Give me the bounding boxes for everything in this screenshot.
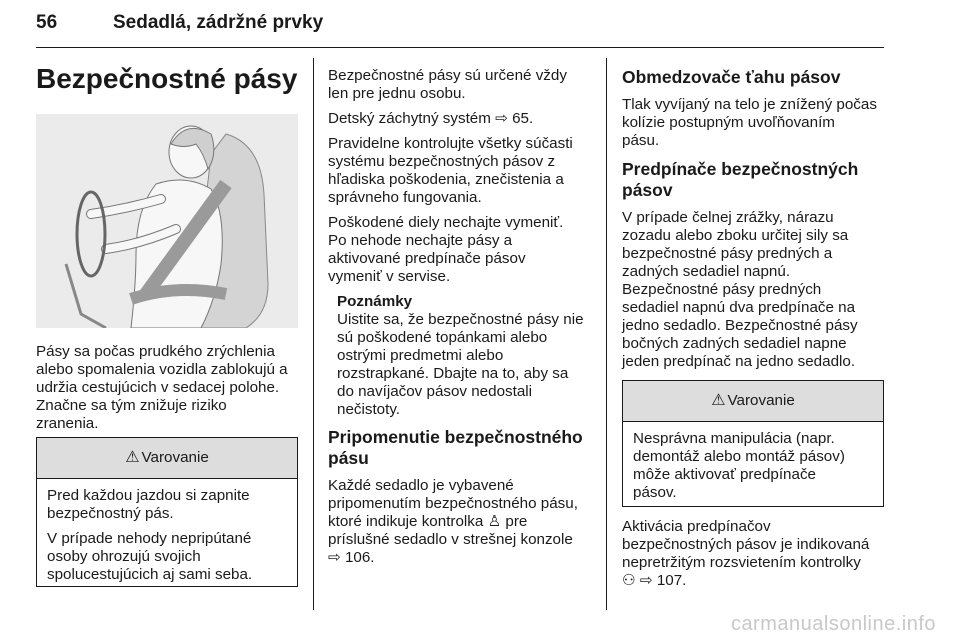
column-divider-1: [313, 58, 314, 610]
text-line: hľadiska poškodenia, znečistenia a: [328, 171, 564, 188]
text-line: nečistoty.: [337, 401, 401, 418]
warning-body: [623, 422, 883, 510]
text-line: ostrými predmetmi alebo: [337, 347, 504, 364]
text-line: Pred každou jazdou si zapnite: [47, 487, 250, 504]
text-line: systému bezpečnostných pásov z: [328, 153, 556, 170]
section-heading: pásov: [622, 180, 673, 200]
text-line: Bezpečnostné pásy sú určené vždy: [328, 67, 567, 84]
text-line: Každé sedadlo je vybavené: [328, 477, 514, 494]
note-label: Poznámky: [337, 293, 413, 310]
middle-column: [328, 67, 603, 567]
text-line: Tlak vyvíjaný na telo je znížený počas: [622, 96, 877, 113]
warning-box-right: [622, 380, 884, 507]
activation-paragraph: [622, 518, 888, 590]
text-line: jedno sedadlo. Bezpečnostné pásy: [622, 317, 858, 334]
text-line: bezpečnostné pásy predných a: [622, 245, 833, 262]
section-heading: Pripomenutie bezpečnostného: [328, 427, 583, 447]
warning-box-left: [36, 437, 298, 587]
warning-body: [37, 479, 297, 592]
text-line: pripomenutím bezpečnostného pásu,: [328, 495, 578, 512]
section-heading: pásu: [328, 448, 369, 468]
warning-header: [623, 381, 883, 422]
pretensioner-warning-icon: ⚇: [622, 572, 636, 589]
text-line: [328, 513, 603, 531]
text-line: príslušné sedadlo v strešnej konzole: [328, 531, 573, 548]
text-line: aktivované predpínače pásov: [328, 250, 526, 267]
text-line: Bezpečnostné pásy predných: [622, 281, 822, 298]
page-ref-link[interactable]: 107.: [656, 572, 687, 589]
text-span: ktoré indikuje kontrolka: [328, 513, 488, 530]
text-line: bočných zadných sedadiel napne: [622, 335, 847, 352]
page-ref-link[interactable]: 65.: [512, 110, 534, 127]
text-line: Značne sa tým znižuje riziko: [36, 397, 227, 414]
column-divider-2: [606, 58, 607, 610]
text-line: spolucestujúcich aj sami seba.: [47, 566, 253, 583]
text-line: Nesprávna manipulácia (napr.: [633, 430, 835, 447]
section-heading: Predpínače bezpečnostných: [622, 159, 859, 179]
page-title: Bezpečnostné pásy: [36, 63, 298, 94]
warning-triangle-icon: ⚠: [125, 449, 140, 466]
warning-triangle-icon: ⚠: [711, 392, 726, 409]
text-line: V prípade čelnej zrážky, nárazu: [622, 209, 834, 226]
text-line: nepretržitým rozsvietením kontrolky: [622, 554, 861, 571]
text-line: pásov.: [633, 484, 677, 501]
page-number: 56: [36, 12, 58, 33]
text-line: Uistite sa, že bezpečnostné pásy nie: [337, 311, 584, 328]
text-line: len pre jednu osobu.: [328, 85, 466, 102]
note-block: [328, 293, 603, 419]
text-span: Detský záchytný systém: [328, 110, 496, 127]
warning-heading: Varovanie: [141, 449, 209, 466]
page-ref-arrow-icon: ⇨: [328, 549, 341, 566]
text-line: osoby ohrozujú svojich: [47, 548, 201, 565]
text-line: jeden predpínač na jedno sedadlo.: [622, 353, 856, 370]
text-line: správneho fungovania.: [328, 189, 482, 206]
seatbelt-illustration: [36, 114, 298, 328]
text-line: zozadu alebo zboku určitej sily sa: [622, 227, 849, 244]
text-line: demontáž alebo montáž pásov): [633, 448, 845, 465]
text-line: pásu.: [622, 132, 660, 149]
page-ref-link[interactable]: 106.: [344, 549, 375, 566]
text-line: sedadiel napnú dva predpínače na: [622, 299, 856, 316]
page-ref-arrow-icon: ⇨: [639, 572, 653, 589]
text-line: do navíjačov pásov nedostali: [337, 383, 533, 400]
text-line: udržia cestujúcich v sedacej polohe.: [36, 379, 280, 396]
text-line: [328, 110, 603, 128]
seatbelt-reminder-icon: ♙: [487, 513, 502, 530]
text-line: Aktivácia predpínačov: [622, 518, 771, 535]
text-line: V prípade nehody nepripútané: [47, 530, 252, 547]
text-line: kolízie postupným uvoľňovaním: [622, 114, 835, 131]
text-line: Pravidelne kontrolujte všetky súčasti: [328, 135, 573, 152]
text-line: vymeniť v servise.: [328, 268, 451, 285]
text-line: alebo spomalenia vozidla zablokujú a: [36, 361, 288, 378]
text-line: sú poškodené topánkami alebo: [337, 329, 548, 346]
section-heading: Obmedzovače ťahu pásov: [622, 67, 841, 87]
warning-heading: Varovanie: [727, 392, 795, 409]
text-line: bezpečnostných pásov je indikovaná: [622, 536, 870, 553]
text-line: [622, 572, 888, 590]
text-line: Pásy sa počas prudkého zrýchlenia: [36, 343, 275, 360]
text-line: bezpečnostný pás.: [47, 505, 174, 522]
warning-header: [37, 438, 297, 479]
text-line: Poškodené diely nechajte vymeniť.: [328, 214, 564, 231]
text-line: [328, 549, 603, 567]
text-line: zadných sedadiel napnú.: [622, 263, 791, 280]
right-column: [622, 67, 888, 371]
text-span: pre: [501, 513, 528, 530]
page-ref-arrow-icon: ⇨: [495, 110, 508, 127]
text-line: môže aktivovať predpínače: [633, 466, 816, 483]
text-line: zranenia.: [36, 415, 99, 432]
text-line: rozstrapkané. Dbajte na to, aby sa: [337, 365, 569, 382]
section-title: Sedadlá, zádržné prvky: [113, 12, 324, 33]
intro-paragraph: [36, 343, 308, 433]
header-divider: [36, 47, 884, 48]
text-line: Po nehode nechajte pásy a: [328, 232, 513, 249]
driver-seatbelt-icon: [36, 114, 298, 328]
watermark: carmanualsonline.info: [730, 613, 936, 635]
